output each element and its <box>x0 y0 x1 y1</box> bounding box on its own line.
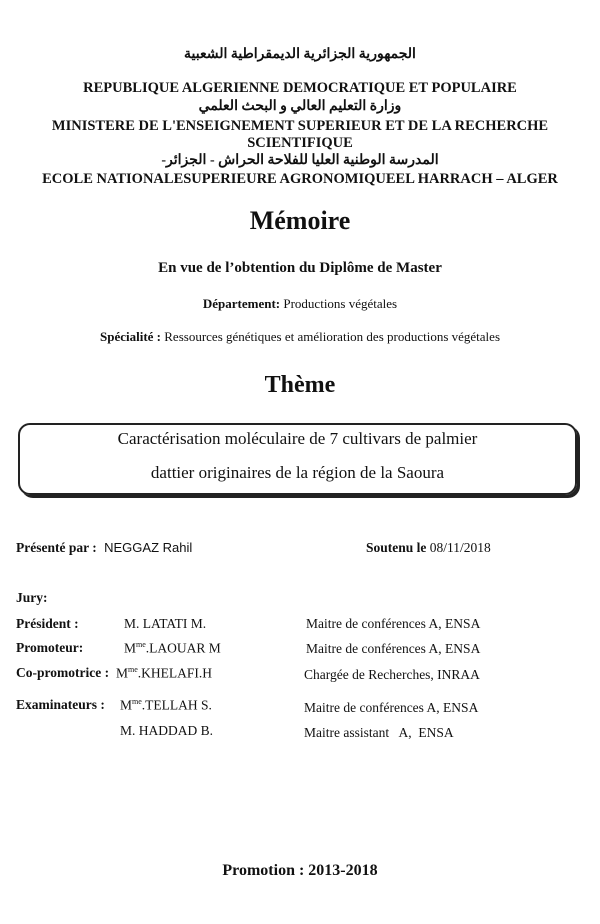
department-value: Productions végétales <box>283 296 398 311</box>
copromotrice-role: Co-promotrice : <box>16 665 110 680</box>
arabic-ministry-heading: وزارة التعليم العالي و البحث العلمي <box>198 99 402 114</box>
document-title: Mémoire <box>249 206 351 235</box>
department-label: Département: <box>202 296 281 311</box>
presented-label: Présenté par : <box>16 540 97 555</box>
president-role: Président : <box>16 616 79 631</box>
president-title: Maitre de conférences A, ENSA <box>306 616 481 631</box>
speciality-value: Ressources génétiques et amélioration des productions végétales <box>164 329 500 344</box>
theme-heading: Thème <box>264 372 336 398</box>
school-heading: ECOLE NATIONALESUPERIEURE AGRONOMIQUEEL HARRACH – ALGER <box>42 171 558 187</box>
speciality-label: Spécialité : <box>100 329 162 344</box>
presented-by <box>16 540 192 556</box>
examinateur-1-name: $M^{me}.TELLAH$ S. <box>120 697 212 713</box>
speciality-line <box>0 329 600 345</box>
department-line <box>0 296 600 312</box>
arabic-republic-heading: الجمهورية الجزائرية الديمقراطية الشعبية <box>184 47 416 62</box>
examinateur-2-title: Maitre assistant A, ENSA <box>304 725 454 740</box>
copromotrice-name: $M^{me}.KHELAFI.H$ <box>116 665 213 681</box>
defended-on <box>366 540 491 556</box>
defended-label: Soutenu le <box>366 540 427 555</box>
examinateur-2-name: M. HADDAD B. <box>120 723 214 738</box>
defended-date: 08/11/2018 <box>429 540 491 555</box>
copromotrice-title: Chargée de Recherches, INRAA <box>304 667 480 682</box>
theme-box <box>18 423 577 495</box>
presented-name: NEGGAZ Rahil <box>104 540 193 555</box>
document-subtitle: En vue de l’obtention du Diplôme de Master <box>158 260 442 276</box>
promoteur-name: $M^{me}.LAOUAR$ M <box>124 640 221 656</box>
ministry-heading-line1: MINISTERE DE L'ENSEIGNEMENT SUPERIEUR ET DE LA RECHERCHE <box>51 118 549 134</box>
examinateur-1-title: Maitre de conférences A, ENSA <box>304 700 479 715</box>
theme-line-1: Caractérisation moléculaire de 7 cultivars de palmier <box>117 429 478 448</box>
examinateurs-role: Examinateurs : <box>16 697 105 712</box>
arabic-school-heading: المدرسة الوطنية العليا للفلاحة الحراش - الجزائر- <box>161 153 439 168</box>
president-name: M. LATATI M. <box>124 616 207 631</box>
jury-label: Jury: <box>16 590 48 605</box>
theme-line-2: dattier originaires de la région de la Saoura <box>150 463 445 482</box>
ministry-heading-line2: SCIENTIFIQUE <box>247 135 353 151</box>
promotion-line: Promotion : 2013-2018 <box>222 862 378 879</box>
promoteur-role: Promoteur: <box>16 640 84 655</box>
republic-heading: REPUBLIQUE ALGERIENNE DEMOCRATIQUE ET POPULAIRE <box>83 80 517 96</box>
promoteur-title: Maitre de conférences A, ENSA <box>306 641 481 656</box>
